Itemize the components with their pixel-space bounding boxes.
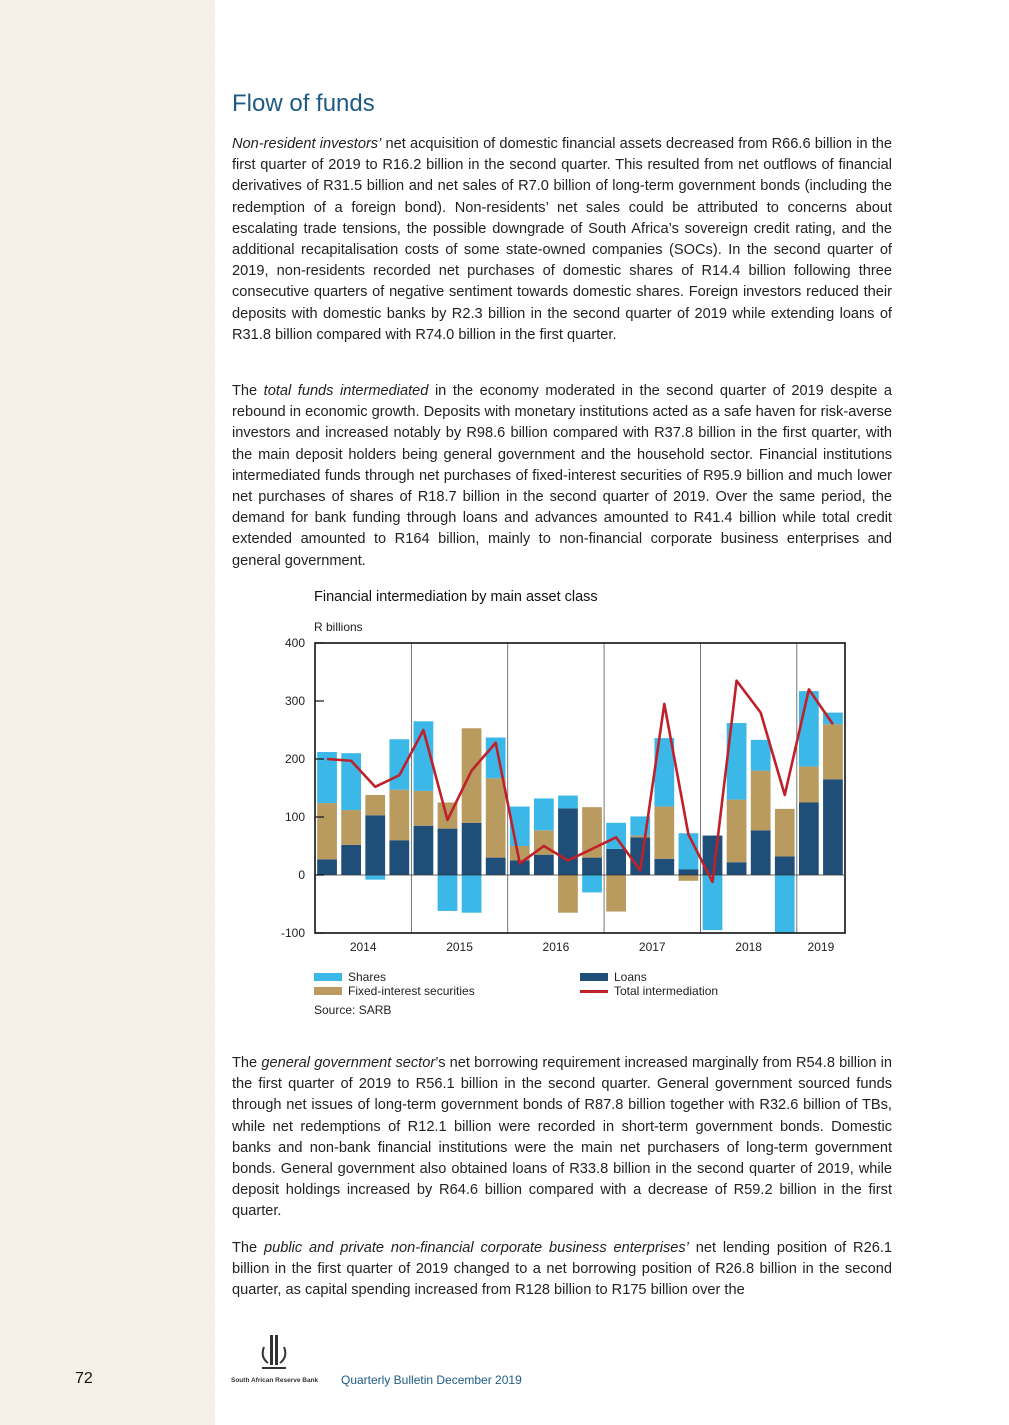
bar-fixed-interest-securities-2017Q3	[654, 807, 674, 859]
paragraph-lead-italic: Non-resident investors’	[232, 136, 382, 152]
x-year-label: 2019	[807, 940, 835, 954]
x-year-label: 2014	[349, 940, 377, 954]
bar-shares-2017Q4	[679, 833, 699, 869]
bar-loans-2014Q4	[389, 840, 409, 875]
financial-intermediation-chart	[260, 630, 880, 960]
paragraph-italic-term: general government sector	[261, 1055, 436, 1071]
bar-loans-2015Q1	[414, 826, 434, 875]
y-tick-label: 100	[284, 810, 305, 824]
paragraph-italic-term: public and private non-financial corporate business enterprises’	[264, 1240, 689, 1256]
bar-fixed-interest-securities-2018Q2	[727, 800, 747, 863]
bar-loans-2017Q1	[606, 849, 626, 875]
bar-loans-2014Q1	[317, 859, 337, 875]
bar-fixed-interest-securities-2015Q3	[462, 728, 482, 823]
bar-fixed-interest-securities-2014Q3	[365, 795, 385, 815]
bar-fixed-interest-securities-2014Q2	[341, 810, 361, 845]
paragraph-text: ’s net borrowing requirement increased marginally from R54.8 billion in the first quarter of 2019 to R56.1 billion in the second quarter. General government sourced funds through net issues of long-term government bonds of R87.8 billion together with R32.6 billion of TBs, while net redemptions of R12.1 billion were recorded in short-term government bonds. Domestic banks and non-bank financial institutions were the main net purchasers of long-term government bonds. General government also obtained loans of R33.8 billion in the second quarter of 2019, while deposit holdings increased by R64.6 billion compared with a decrease of R59.2 billion in the first quarter.	[232, 1055, 893, 1220]
x-year-label: 2017	[638, 940, 666, 954]
publication-title: Quarterly Bulletin December 2019	[341, 1373, 522, 1387]
bar-fixed-interest-securities-2015Q4	[486, 778, 506, 857]
page-number: 72	[75, 1370, 93, 1387]
legend-label: Shares	[348, 970, 387, 984]
chart-source: Source: SARB	[314, 1003, 392, 1017]
bar-fixed-interest-securities-2017Q2	[630, 836, 650, 838]
bar-loans-2016Q3	[558, 808, 578, 875]
legend-swatch-shares	[314, 973, 342, 981]
y-tick-label: 0	[298, 868, 305, 882]
bank-name: South African Reserve Bank	[231, 1377, 319, 1384]
paragraph-text: in the economy moderated in the second quarter of 2019 despite a rebound in economic growth. Deposits with monetary institutions acted as a safe haven for risk-averse investors and increased notably by R98.6 billion compared with R37.8 billion in the first quarter, with the main deposit holders being general government and the household sector. Financial institutions intermediated funds through net purchases of fixed-interest securities of R95.9 billion and much lower net purchases of shares of R18.7 billion in the second quarter of 2019. Over the same period, the demand for bank funding through loans and advances amounted to R41.4 billion while total credit extended amounted to R164 billion, mainly to non-financial corporate business enterprises and general government.	[232, 383, 893, 569]
bar-loans-2018Q3	[751, 830, 771, 875]
bar-shares-2015Q2	[438, 875, 458, 911]
y-tick-label: -100	[280, 926, 305, 940]
paragraph-text: The	[232, 1055, 262, 1071]
legend-item-fixed-interest	[314, 984, 475, 998]
bank-logo-icon	[256, 1333, 292, 1375]
bar-fixed-interest-securities-2014Q1	[317, 803, 337, 859]
bar-loans-2015Q3	[462, 823, 482, 875]
bar-loans-2017Q4	[679, 869, 699, 875]
decorative-margin	[0, 0, 215, 1425]
bar-shares-2018Q4	[775, 875, 795, 933]
bar-fixed-interest-securities-2014Q4	[389, 790, 409, 840]
x-year-label: 2015	[446, 940, 473, 954]
bar-fixed-interest-securities-2017Q1	[606, 875, 626, 912]
paragraph-text: The	[232, 383, 264, 399]
bar-fixed-interest-securities-2017Q4	[679, 875, 699, 881]
bar-loans-2016Q2	[534, 855, 554, 875]
bar-shares-2016Q2	[534, 798, 554, 830]
paragraph-corporate	[232, 1238, 892, 1302]
legend-swatch-total	[580, 990, 608, 993]
x-year-label: 2016	[542, 940, 570, 954]
legend-label: Fixed-interest securities	[348, 984, 475, 998]
paragraph-italic-term: total funds intermediated	[263, 383, 429, 399]
bar-loans-2018Q4	[775, 856, 795, 875]
bar-fixed-interest-securities-2018Q4	[775, 809, 795, 857]
legend-label: Total intermediation	[614, 984, 719, 998]
bar-loans-2015Q4	[486, 858, 506, 875]
chart-y-unit-label: R billions	[314, 620, 363, 634]
legend-item-loans	[580, 970, 647, 984]
paragraph-general-government	[232, 1053, 892, 1223]
x-year-label: 2018	[735, 940, 762, 954]
bar-shares-2019Q1	[799, 691, 819, 766]
bar-fixed-interest-securities-2015Q1	[414, 791, 434, 826]
bar-loans-2019Q2	[823, 779, 843, 875]
paragraph-total-funds	[232, 381, 892, 572]
y-tick-label: 300	[284, 694, 305, 708]
bar-loans-2014Q2	[341, 845, 361, 875]
bar-fixed-interest-securities-2018Q3	[751, 771, 771, 831]
bar-loans-2014Q3	[365, 815, 385, 875]
paragraph-text: The	[232, 1240, 265, 1256]
paragraph-text: net lending position of R26.1 billion in the first quarter of 2019 changed to a net borrowing position of R26.8 billion in the second quarter, as capital spending increased from R128 billion to R175 billion over the	[232, 1240, 893, 1299]
bar-loans-2018Q2	[727, 862, 747, 875]
y-tick-label: 400	[284, 636, 305, 650]
bar-loans-2019Q1	[799, 803, 819, 876]
bar-shares-2014Q3	[365, 875, 385, 880]
bar-shares-2016Q3	[558, 796, 578, 809]
bar-fixed-interest-securities-2019Q2	[823, 724, 843, 779]
bar-shares-2015Q3	[462, 875, 482, 913]
bar-shares-2016Q4	[582, 875, 602, 892]
bar-fixed-interest-securities-2019Q1	[799, 767, 819, 803]
section-heading: Flow of funds	[232, 90, 375, 117]
legend-swatch-loans	[580, 973, 608, 981]
bar-loans-2015Q2	[438, 829, 458, 875]
legend-item-total	[580, 984, 718, 998]
bar-shares-2018Q3	[751, 740, 771, 771]
paragraph-text: net acquisition of domestic financial assets decreased from R66.6 billion in the first quarter of 2019 to R16.2 billion in the second quarter. This resulted from net outflows of financial derivatives of R31.5 billion and net sales of R7.0 billion of long-term government bonds (including the redemption of a foreign bond). Non-residents’ net sales could be attributed to concerns about escalating trade tensions, the possible downgrade of South Africa’s sovereign credit rating, and the additional recapitalisation costs of some state-owned companies (SOCs). In the second quarter of 2019, non-residents recorded net purchases of domestic shares of R14.4 billion following three consecutive quarters of negative sentiment towards domestic shares. Foreign investors reduced their deposits with domestic banks by R2.3 billion in the second quarter of 2019 while extending loans of R31.8 billion compared with R74.0 billion in the first quarter.	[232, 136, 893, 343]
legend-swatch-fixed-interest	[314, 987, 342, 995]
y-tick-label: 200	[284, 752, 305, 766]
bar-loans-2017Q3	[654, 859, 674, 875]
legend-label: Loans	[614, 970, 647, 984]
bar-fixed-interest-securities-2016Q3	[558, 875, 578, 913]
chart-title: Financial intermediation by main asset class	[314, 589, 598, 605]
legend-item-shares	[314, 970, 386, 984]
bar-shares-2018Q1	[703, 875, 723, 930]
bar-loans-2016Q4	[582, 858, 602, 875]
paragraph-non-resident	[232, 134, 892, 346]
